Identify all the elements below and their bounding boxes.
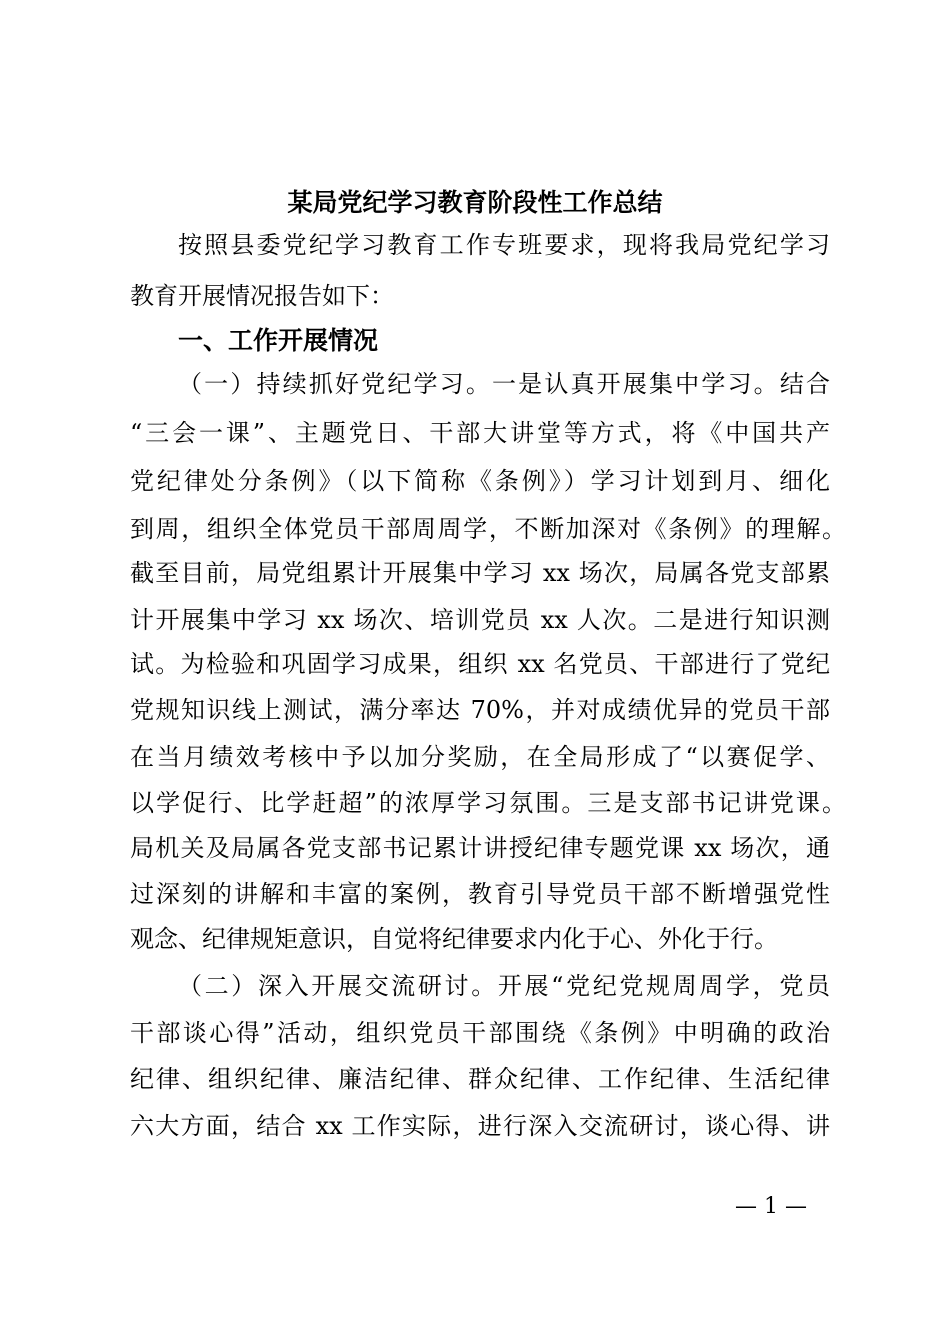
paragraph1-line-12: 过深刻的讲解和丰富的案例，教育引导党员干部不断增强党性 [130, 880, 830, 908]
paragraph1-line-6: 计开展集中学习 xx 场次、培训党员 xx 人次。二是进行知识测 [130, 606, 830, 634]
paragraph1-line-9: 在当月绩效考核中予以加分奖励，在全局形成了“以赛促学、 [130, 743, 830, 771]
paragraph1-line-4: 到周，组织全体党员干部周周学，不断加深对《条例》的理解。 [130, 515, 846, 543]
intro-line-1: 按照县委党纪学习教育工作专班要求，现将我局党纪学习 [178, 231, 830, 259]
paragraph1-line-11: 局机关及局属各党支部书记累计讲授纪律专题党课 xx 场次，通 [130, 834, 830, 862]
paragraph1-line-10: 以学促行、比学赶超”的浓厚学习氛围。三是支部书记讲党课。 [130, 789, 846, 817]
paragraph2-line-1: （二）深入开展交流研讨。开展“党纪党规周周学，党员 [178, 972, 830, 1000]
page-number: — 1 — [735, 1194, 807, 1219]
paragraph1-line-8: 党规知识线上测试，满分率达 70%，并对成绩优异的党员干部 [130, 696, 830, 724]
paragraph1-line-1: （一）持续抓好党纪学习。一是认真开展集中学习。结合 [178, 370, 830, 398]
paragraph2-line-2: 干部谈心得”活动，组织党员干部围绕《条例》中明确的政治 [130, 1019, 830, 1047]
paragraph1-line-7: 试。为检验和巩固学习成果，组织 xx 名党员、干部进行了党纪 [130, 650, 830, 678]
paragraph1-line-13: 观念、纪律规矩意识，自觉将纪律要求内化于心、外化于行。 [130, 925, 778, 953]
paragraph2-line-3: 纪律、组织纪律、廉洁纪律、群众纪律、工作纪律、生活纪律 [130, 1065, 830, 1093]
document-title: 某局党纪学习教育阶段性工作总结 [287, 188, 663, 217]
paragraph1-line-3: 党纪律处分条例》（以下简称《条例》）学习计划到月、细化 [130, 467, 830, 495]
paragraph1-line-5: 截至目前，局党组累计开展集中学习 xx 场次，局属各党支部累 [130, 559, 830, 587]
paragraph1-line-2: “三会一课”、主题党日、干部大讲堂等方式，将《中国共产 [130, 419, 830, 447]
paragraph2-line-4: 六大方面，结合 xx 工作实际，进行深入交流研讨，谈心得、讲 [130, 1112, 830, 1140]
intro-line-2: 教育开展情况报告如下： [130, 282, 394, 310]
section-heading: 一、工作开展情况 [178, 326, 379, 355]
